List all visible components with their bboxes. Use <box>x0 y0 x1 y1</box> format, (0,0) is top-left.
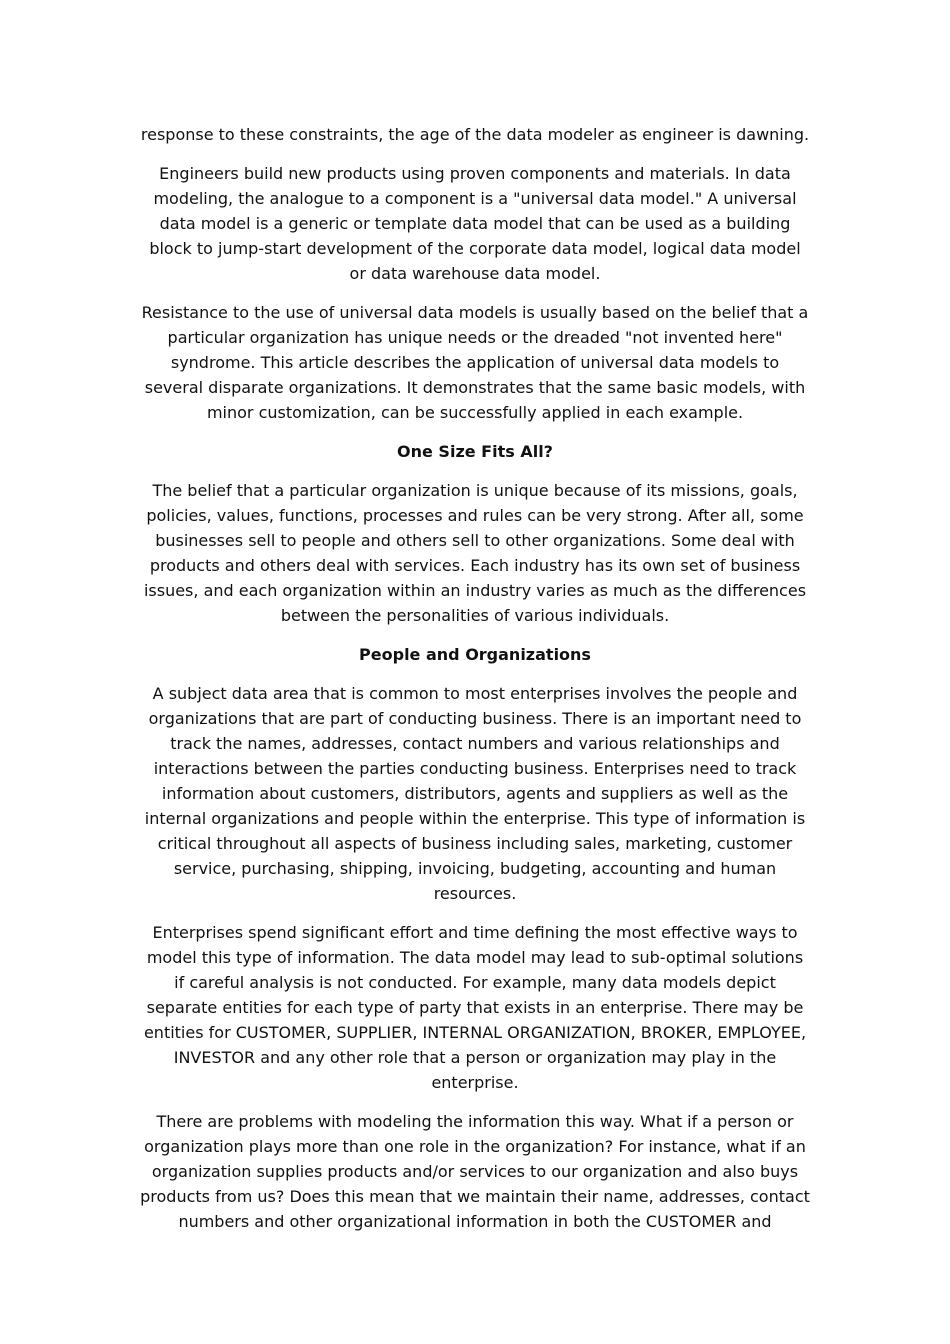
paragraph-resistance: Resistance to the use of universal data models is usually based on the belief that a particular organization has unique needs or the dreaded "not invented here" syndrome. This article describes the application of universal data models to several disparate organizations. It demonstrates that the same basic models, with minor customization, can be successfully applied in each example. <box>141 303 809 422</box>
paragraph-universal-data-model: Engineers build new products using proven components and materials. In data modeling, the analogue to a component is a "universal data model." A universal data model is a generic or template data model that can be used as a building block to jump-start development of the corporate data model, logical data model or data warehouse data model. <box>149 164 801 283</box>
paragraph-unique-organization: The belief that a particular organization is unique because of its missions, goals, policies, values, functions, processes and rules can be very strong. After all, some businesses sell to people and others sell to other organizations. Some deal with products and others deal with services. Each industry has its own set of business issues, and each organization within an industry varies as much as the differences between the personalities of various individuals. <box>143 481 807 625</box>
document-page <box>140 122 810 1248</box>
paragraph-engineer-dawning: response to these constraints, the age of the data modeler as engineer is dawning. <box>140 125 810 144</box>
heading-one-size-fits-all: One Size Fits All? <box>397 442 553 461</box>
paragraph-modeling-effort: Enterprises spend significant effort and time defining the most effective ways to model this type of information. The data model may lead to sub-optimal solutions if careful analysis is not conducted. For example, many data models depict separate entities for each type of party that exists in an enterprise. There may be entities for CUSTOMER, SUPPLIER, INTERNAL ORGANIZATION, BROKER, EMPLOYEE, INVESTOR and any other role that a person or organization may play in the enterprise. <box>143 923 807 1092</box>
paragraph-subject-data-area: A subject data area that is common to most enterprises involves the people and organizations that are part of conducting business. There is an important need to track the names, addresses, contact numbers and various relationships and interactions between the parties conducting business. Enterprises need to track information about customers, distributors, agents and suppliers as well as the internal organizations and people within the enterprise. This type of information is critical throughout all aspects of business including sales, marketing, customer service, purchasing, shipping, invoicing, budgeting, accounting and human resources. <box>144 684 806 903</box>
paragraph-modeling-problems: There are problems with modeling the information this way. What if a person or organization plays more than one role in the organization? For instance, what if an organization supplies products and/or services to our organization and also buys products from us? Does this mean that we maintain their name, addresses, contact numbers and other organizational information in both the CUSTOMER and <box>140 1112 810 1231</box>
heading-people-and-organizations: People and Organizations <box>359 645 591 664</box>
